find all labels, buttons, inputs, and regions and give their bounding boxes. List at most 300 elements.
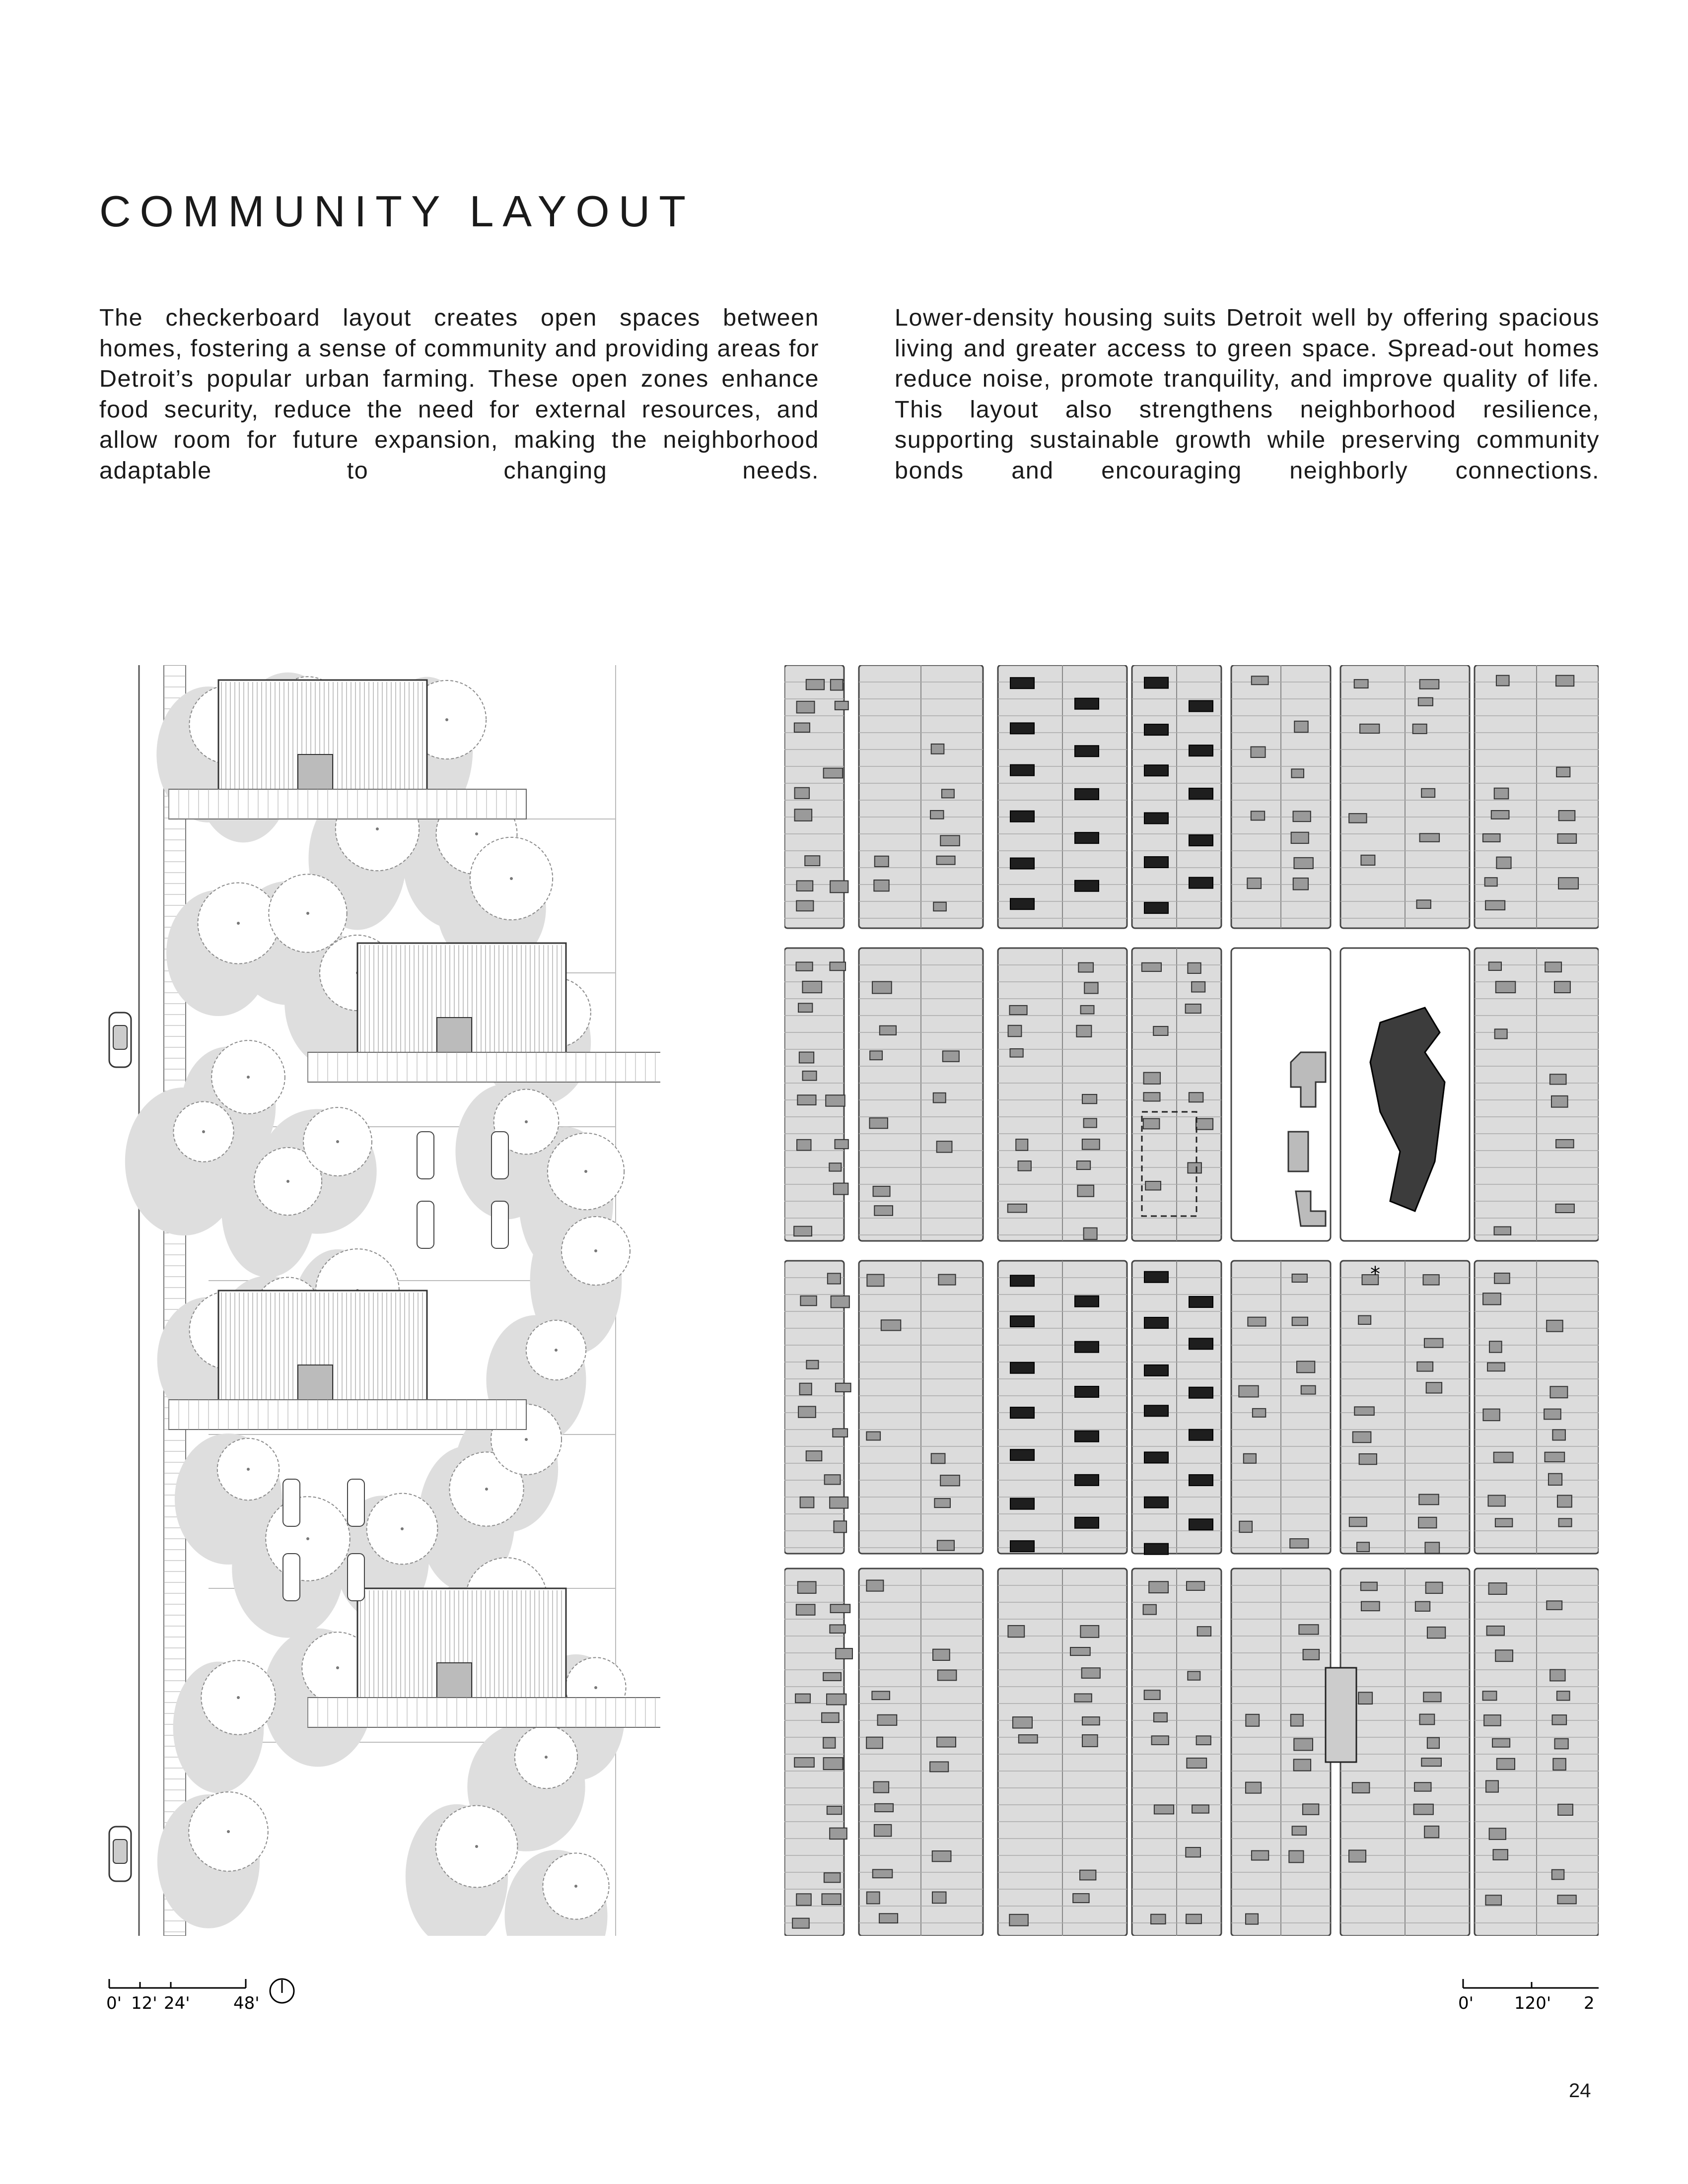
existing-house bbox=[1497, 1759, 1515, 1770]
deck bbox=[308, 1052, 660, 1082]
existing-house bbox=[1552, 1430, 1565, 1440]
existing-house bbox=[794, 1227, 812, 1236]
existing-house bbox=[1487, 1626, 1504, 1636]
existing-house bbox=[1485, 878, 1497, 886]
existing-house bbox=[1251, 747, 1265, 757]
existing-house bbox=[1485, 1895, 1501, 1905]
existing-house bbox=[1192, 982, 1205, 992]
existing-house bbox=[1545, 962, 1561, 972]
existing-house bbox=[1252, 1851, 1268, 1860]
existing-house bbox=[874, 1825, 891, 1837]
existing-house bbox=[1554, 1739, 1568, 1749]
parked-car-icon bbox=[417, 1201, 434, 1248]
existing-house bbox=[1556, 767, 1570, 777]
existing-house bbox=[824, 768, 843, 778]
existing-house bbox=[1070, 1647, 1090, 1655]
existing-house bbox=[828, 1273, 841, 1284]
existing-house bbox=[1556, 676, 1574, 686]
existing-house bbox=[1301, 1386, 1316, 1394]
existing-house bbox=[1187, 1758, 1206, 1768]
existing-house bbox=[1559, 1518, 1572, 1526]
existing-house bbox=[1246, 1714, 1259, 1726]
house-entry bbox=[298, 754, 333, 789]
existing-house bbox=[1427, 1738, 1439, 1749]
existing-house bbox=[1559, 811, 1575, 820]
existing-house bbox=[1016, 1139, 1028, 1151]
existing-house bbox=[1495, 1650, 1513, 1661]
existing-house bbox=[1494, 1227, 1511, 1234]
existing-house bbox=[1074, 1694, 1091, 1702]
existing-house bbox=[1292, 1826, 1307, 1835]
existing-house bbox=[1354, 680, 1368, 688]
existing-house bbox=[797, 881, 813, 891]
existing-house bbox=[931, 1453, 945, 1463]
existing-house bbox=[881, 1320, 901, 1330]
existing-house bbox=[1293, 878, 1308, 890]
tree-trunk bbox=[306, 912, 309, 915]
existing-house bbox=[1358, 1692, 1372, 1704]
existing-house bbox=[798, 1406, 816, 1417]
proposed-house bbox=[1075, 1386, 1099, 1397]
existing-house bbox=[1492, 1739, 1510, 1747]
existing-house bbox=[1413, 724, 1427, 734]
existing-house bbox=[1149, 1581, 1168, 1593]
existing-house bbox=[1553, 1759, 1566, 1770]
existing-house bbox=[800, 1497, 814, 1508]
proposed-house bbox=[1010, 678, 1034, 688]
existing-house bbox=[830, 962, 846, 970]
parked-car-icon bbox=[348, 1479, 364, 1526]
existing-house bbox=[1352, 1782, 1370, 1793]
proposed-house bbox=[1144, 857, 1168, 868]
existing-house bbox=[1544, 1409, 1561, 1420]
existing-house bbox=[1294, 721, 1308, 732]
existing-house bbox=[1491, 811, 1509, 819]
existing-house bbox=[823, 1673, 841, 1681]
proposed-house bbox=[1144, 1497, 1168, 1508]
existing-house bbox=[1417, 1362, 1433, 1371]
proposed-house bbox=[1189, 701, 1213, 712]
existing-house bbox=[1143, 1605, 1156, 1615]
parked-car-icon bbox=[492, 1132, 508, 1179]
proposed-house bbox=[1144, 678, 1168, 688]
proposed-house bbox=[1010, 811, 1034, 822]
existing-house bbox=[1246, 1782, 1261, 1793]
proposed-house bbox=[1075, 832, 1099, 843]
existing-house bbox=[1294, 1739, 1313, 1751]
existing-house bbox=[1144, 1073, 1160, 1084]
existing-house bbox=[833, 1429, 847, 1437]
proposed-house bbox=[1010, 765, 1034, 776]
existing-house bbox=[797, 1140, 811, 1151]
tree-trunk bbox=[286, 1180, 289, 1183]
tree-trunk bbox=[247, 1076, 250, 1079]
existing-house bbox=[1361, 855, 1375, 865]
site-marker: * bbox=[1370, 1263, 1380, 1286]
existing-house bbox=[1018, 1161, 1031, 1171]
existing-house bbox=[1186, 1004, 1201, 1013]
existing-house bbox=[1551, 1096, 1568, 1107]
existing-house bbox=[940, 835, 960, 846]
existing-house bbox=[1414, 1782, 1431, 1791]
existing-house bbox=[934, 1499, 950, 1507]
existing-house bbox=[1545, 1452, 1565, 1462]
existing-house bbox=[933, 1093, 946, 1103]
existing-house bbox=[1496, 981, 1515, 993]
existing-house bbox=[824, 1873, 841, 1882]
existing-house bbox=[1483, 834, 1500, 842]
block-plan-drawing bbox=[99, 665, 660, 1936]
existing-house bbox=[1494, 788, 1509, 799]
existing-house bbox=[1415, 1602, 1430, 1611]
existing-house bbox=[827, 1806, 842, 1814]
proposed-house bbox=[1189, 745, 1213, 756]
existing-house bbox=[1420, 1714, 1435, 1725]
existing-house bbox=[1294, 858, 1313, 869]
existing-house bbox=[1144, 1092, 1160, 1101]
existing-house bbox=[1421, 1758, 1441, 1766]
existing-house bbox=[1291, 1714, 1303, 1726]
proposed-house bbox=[1075, 1475, 1099, 1486]
existing-house bbox=[880, 1026, 896, 1035]
existing-house bbox=[1357, 1542, 1369, 1552]
existing-house bbox=[930, 811, 943, 819]
existing-house bbox=[827, 1694, 846, 1705]
existing-house bbox=[1552, 1715, 1566, 1724]
existing-house bbox=[1289, 1851, 1303, 1863]
existing-house bbox=[937, 1540, 954, 1550]
existing-house bbox=[1483, 1409, 1499, 1421]
existing-house bbox=[1426, 1582, 1443, 1593]
existing-house bbox=[1253, 1409, 1266, 1417]
existing-house bbox=[1010, 1049, 1023, 1057]
scale-label-120ft: 120' bbox=[1514, 1993, 1551, 2013]
scale-label-48: 48' bbox=[233, 1993, 260, 2013]
existing-house bbox=[874, 1782, 889, 1793]
existing-house bbox=[1488, 1496, 1505, 1506]
existing-house bbox=[1423, 1275, 1439, 1285]
existing-house bbox=[867, 1275, 884, 1287]
existing-house bbox=[1192, 1805, 1209, 1813]
proposed-house bbox=[1189, 1475, 1213, 1486]
tree-trunk bbox=[336, 1140, 339, 1143]
existing-house bbox=[869, 1118, 887, 1128]
tree-trunk bbox=[247, 1468, 250, 1471]
existing-house bbox=[874, 1206, 893, 1216]
existing-house bbox=[943, 1051, 959, 1061]
proposed-house bbox=[1075, 1342, 1099, 1353]
existing-house bbox=[1303, 1804, 1319, 1814]
existing-house bbox=[829, 1163, 841, 1171]
proposed-house bbox=[1144, 1272, 1168, 1283]
existing-house bbox=[1186, 1914, 1201, 1924]
existing-house bbox=[823, 1737, 835, 1748]
existing-house bbox=[1489, 962, 1501, 970]
existing-house bbox=[1188, 1162, 1201, 1173]
existing-house bbox=[931, 744, 944, 754]
existing-house bbox=[1145, 1181, 1161, 1190]
existing-house bbox=[835, 1140, 848, 1149]
existing-house bbox=[1358, 1316, 1371, 1324]
proposed-house bbox=[1144, 1544, 1168, 1555]
existing-house bbox=[830, 1497, 848, 1508]
proposed-house bbox=[1144, 1405, 1168, 1416]
paragraph-right: Lower-density housing suits Detroit well by offering spacious living and greater access to green space. Spread-out homes reduce noise, promote tranquility, and improve quality of life. This layout also strengthens neighborhood resilience, supporting sustainable growth while preserving community bonds and encouraging neighborly connections. bbox=[895, 304, 1600, 484]
proposed-house bbox=[1010, 1499, 1034, 1509]
existing-house bbox=[1418, 698, 1433, 706]
existing-house bbox=[796, 901, 813, 911]
existing-house bbox=[1239, 1521, 1252, 1532]
existing-house bbox=[1548, 1474, 1562, 1485]
existing-house bbox=[1550, 1670, 1565, 1681]
existing-house bbox=[1299, 1625, 1318, 1634]
existing-house bbox=[866, 1432, 880, 1440]
existing-house bbox=[792, 1918, 809, 1928]
parked-car-icon bbox=[348, 1554, 364, 1601]
proposed-house bbox=[1144, 813, 1168, 823]
proposed-house bbox=[1010, 1449, 1034, 1460]
existing-house bbox=[1144, 1690, 1160, 1700]
proposed-house bbox=[1189, 1519, 1213, 1530]
existing-house bbox=[803, 1071, 817, 1081]
existing-house bbox=[874, 880, 889, 891]
existing-house bbox=[938, 1670, 957, 1681]
proposed-house bbox=[1144, 902, 1168, 913]
existing-house bbox=[930, 1762, 948, 1772]
existing-house bbox=[1353, 1432, 1371, 1442]
tree-trunk bbox=[376, 827, 379, 830]
proposed-house bbox=[1010, 723, 1034, 734]
existing-house bbox=[800, 1383, 812, 1395]
existing-house bbox=[1082, 1735, 1098, 1747]
existing-house bbox=[797, 1095, 816, 1105]
existing-house bbox=[1082, 1139, 1100, 1150]
existing-house bbox=[1420, 680, 1439, 689]
existing-house bbox=[1251, 811, 1265, 820]
existing-house bbox=[1359, 1454, 1377, 1464]
existing-house bbox=[1424, 1826, 1439, 1838]
existing-house bbox=[873, 1869, 892, 1878]
existing-house bbox=[1084, 982, 1098, 993]
existing-house bbox=[831, 1604, 850, 1613]
existing-house bbox=[795, 1694, 810, 1703]
existing-house bbox=[1246, 1914, 1258, 1924]
existing-house bbox=[806, 680, 824, 689]
tree-trunk bbox=[475, 832, 478, 835]
tree-trunk bbox=[584, 1170, 587, 1173]
existing-house bbox=[1082, 1717, 1100, 1725]
existing-house bbox=[802, 981, 822, 993]
existing-house bbox=[794, 1758, 814, 1767]
existing-house bbox=[1084, 1118, 1097, 1127]
existing-house bbox=[1291, 769, 1304, 777]
existing-house bbox=[1142, 963, 1161, 971]
existing-house bbox=[1484, 1715, 1501, 1726]
existing-house bbox=[1550, 1074, 1566, 1084]
existing-house bbox=[1414, 1804, 1433, 1815]
existing-house bbox=[797, 701, 815, 713]
right-scale-bar bbox=[1457, 1973, 1599, 2018]
existing-house bbox=[1153, 1026, 1168, 1035]
existing-house bbox=[1547, 1601, 1562, 1610]
proposed-house bbox=[1075, 1296, 1099, 1307]
existing-house bbox=[1427, 1627, 1445, 1638]
existing-house bbox=[795, 788, 809, 799]
existing-house bbox=[806, 1451, 822, 1461]
existing-house bbox=[1248, 1317, 1266, 1326]
existing-house bbox=[1292, 1274, 1307, 1282]
existing-house bbox=[831, 1296, 849, 1308]
existing-house bbox=[805, 856, 820, 866]
existing-house bbox=[932, 1851, 951, 1861]
existing-house bbox=[826, 1095, 845, 1106]
existing-house bbox=[940, 1475, 960, 1486]
neighborhood-site-plan bbox=[784, 665, 1599, 1936]
existing-house bbox=[796, 1894, 811, 1905]
proposed-house bbox=[1189, 878, 1213, 888]
tree-trunk bbox=[510, 877, 513, 880]
existing-house bbox=[1078, 963, 1093, 972]
existing-house bbox=[1496, 857, 1511, 869]
existing-house bbox=[796, 1604, 815, 1615]
existing-house bbox=[1349, 1850, 1366, 1862]
existing-house bbox=[1424, 1339, 1443, 1348]
existing-house bbox=[937, 1141, 952, 1152]
existing-house bbox=[1244, 1454, 1256, 1463]
tree-trunk bbox=[594, 1249, 597, 1252]
existing-house bbox=[836, 1648, 852, 1659]
existing-house bbox=[1349, 814, 1366, 822]
tree-trunk bbox=[555, 1349, 558, 1352]
house-entry bbox=[437, 1018, 472, 1052]
page-number: 24 bbox=[1569, 2080, 1591, 2102]
proposed-house bbox=[1010, 1316, 1034, 1327]
existing-house bbox=[1152, 1736, 1169, 1745]
proposed-house bbox=[1189, 1297, 1213, 1307]
existing-house bbox=[799, 1052, 814, 1063]
proposed-house bbox=[1075, 746, 1099, 756]
existing-house bbox=[798, 1581, 816, 1593]
existing-house bbox=[800, 1296, 816, 1305]
existing-house bbox=[1495, 1029, 1507, 1038]
tree-trunk bbox=[237, 1696, 240, 1699]
existing-house bbox=[825, 1475, 841, 1484]
proposed-house bbox=[1189, 1387, 1213, 1398]
existing-house bbox=[1493, 1849, 1507, 1860]
existing-house bbox=[1495, 1518, 1512, 1527]
proposed-house bbox=[1189, 835, 1213, 846]
existing-house bbox=[1489, 1828, 1506, 1840]
existing-house bbox=[1019, 1735, 1038, 1743]
tree-trunk bbox=[202, 1130, 205, 1133]
existing-house bbox=[795, 809, 812, 821]
proposed-house bbox=[1189, 1430, 1213, 1440]
existing-house bbox=[796, 962, 813, 970]
car-windshield bbox=[113, 1025, 127, 1049]
proposed-house bbox=[1075, 698, 1099, 709]
existing-house bbox=[1076, 1025, 1091, 1037]
existing-house bbox=[1151, 1914, 1166, 1924]
existing-house bbox=[1423, 1692, 1441, 1702]
existing-house bbox=[873, 1186, 890, 1196]
existing-house bbox=[1557, 1895, 1576, 1904]
existing-house bbox=[1349, 1517, 1367, 1526]
existing-house bbox=[872, 1691, 890, 1700]
parked-car-icon bbox=[417, 1132, 434, 1179]
existing-house bbox=[1239, 1386, 1258, 1397]
existing-house bbox=[806, 1361, 818, 1369]
parked-car-icon bbox=[283, 1554, 300, 1601]
existing-house bbox=[1188, 963, 1200, 973]
tree-trunk bbox=[475, 1845, 478, 1848]
existing-house bbox=[878, 1715, 897, 1725]
existing-house bbox=[1483, 1691, 1497, 1700]
existing-house bbox=[1188, 1671, 1200, 1680]
existing-house bbox=[1008, 1025, 1022, 1036]
scale-label-24: 24' bbox=[164, 1993, 190, 2013]
existing-house bbox=[870, 1051, 882, 1060]
proposed-house bbox=[1075, 1517, 1099, 1528]
existing-house bbox=[831, 680, 843, 690]
proposed-house bbox=[1075, 881, 1099, 891]
existing-house bbox=[1073, 1894, 1089, 1903]
existing-house bbox=[1013, 1717, 1032, 1728]
existing-house bbox=[1417, 900, 1431, 908]
page-title: COMMUNITY LAYOUT bbox=[99, 187, 695, 236]
existing-house bbox=[1557, 1691, 1570, 1700]
existing-house bbox=[942, 789, 954, 798]
existing-house bbox=[830, 1828, 847, 1839]
existing-house bbox=[1292, 1317, 1308, 1326]
parked-car-icon bbox=[283, 1479, 300, 1526]
paragraph-left: The checkerboard layout creates open spaces between homes, fostering a sense of community and providing areas for Detroit’s popular urban farming. These open zones enhance food security, reduce the need for external resources, and allow room for future expansion, making the neighborhood adaptable to changing needs. bbox=[99, 304, 819, 484]
existing-house bbox=[1077, 1161, 1090, 1169]
existing-house bbox=[1008, 1204, 1027, 1213]
scale-label-0ft: 0' bbox=[1458, 1993, 1474, 2013]
existing-house bbox=[1558, 878, 1578, 889]
tree-trunk bbox=[401, 1527, 404, 1530]
scale-label-0: 0' bbox=[106, 1993, 122, 2013]
existing-house bbox=[1419, 1495, 1439, 1505]
existing-house bbox=[794, 723, 810, 732]
existing-house bbox=[875, 856, 889, 867]
parked-car-icon bbox=[492, 1201, 508, 1248]
proposed-house bbox=[1189, 1338, 1213, 1349]
existing-house bbox=[1496, 676, 1509, 686]
existing-house bbox=[836, 1383, 851, 1392]
proposed-house bbox=[1010, 858, 1034, 869]
existing-house bbox=[1554, 981, 1570, 993]
existing-house bbox=[1557, 1496, 1572, 1507]
scale-label-240ft: 2 bbox=[1584, 1993, 1595, 2013]
house-entry bbox=[437, 1663, 472, 1698]
existing-house bbox=[1297, 1361, 1315, 1372]
existing-house bbox=[1547, 1320, 1562, 1332]
proposed-house bbox=[1010, 898, 1034, 909]
existing-house bbox=[1418, 1517, 1436, 1528]
existing-house bbox=[937, 856, 955, 865]
community-building bbox=[1326, 1668, 1356, 1762]
existing-house bbox=[1360, 724, 1379, 733]
existing-house bbox=[1550, 1386, 1567, 1398]
tree-trunk bbox=[445, 718, 448, 721]
proposed-house bbox=[1010, 1275, 1034, 1286]
existing-house bbox=[1197, 1627, 1211, 1636]
existing-house bbox=[937, 1737, 956, 1747]
car-windshield bbox=[113, 1840, 127, 1863]
existing-house bbox=[1291, 832, 1309, 843]
existing-house bbox=[1420, 833, 1440, 841]
